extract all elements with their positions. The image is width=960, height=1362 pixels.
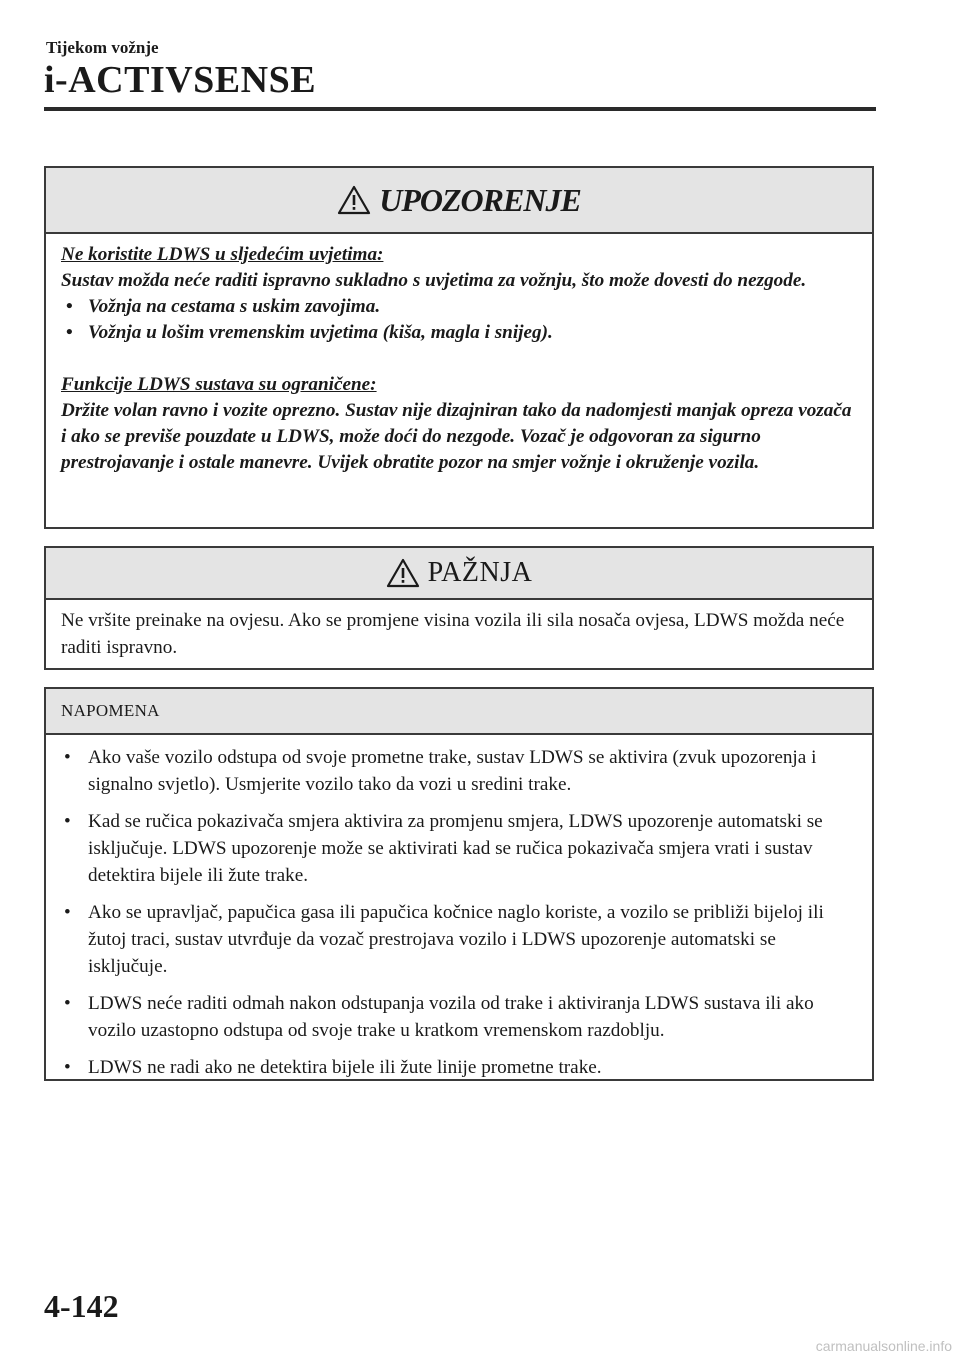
list-item: • Vožnja u lošim vremenskim uvjetima (kiša, magla i snijeg).	[61, 320, 858, 346]
caution-title: PAŽNJA	[427, 557, 533, 588]
caution-text: Ne vršite preinake na ovjesu. Ako se promjene visina vozila ili sila nosača ovjesa, LDWS možda neće raditi ispravno.	[61, 610, 845, 658]
spacer	[61, 346, 858, 372]
caution-box	[44, 546, 874, 670]
caution-header	[46, 548, 872, 600]
note-body	[46, 735, 872, 1081]
warning-title: UPOZORENJE	[379, 181, 581, 218]
warning-text-1: Sustav možda neće raditi ispravno sukladno s uvjetima za vožnju, što može dovesti do nezgode.	[61, 270, 807, 291]
page-number: 4-142	[44, 1288, 119, 1324]
warning-triangle-icon	[337, 185, 371, 215]
list-item: • Vožnja na cestama s uskim zavojima.	[61, 294, 858, 320]
warning-text-2: Držite volan ravno i vozite oprezno. Sustav nije dizajniran tako da nadomjesti manjak opreza vozača i ako se previše pouzdate u LDWS, može doći do nezgode. Vozač je odgovoran za sigurno prestrojavanje i ostale manevre. Uvijek obratite pozor na smjer vožnje i okruženje vozila.	[61, 400, 852, 473]
note-box	[44, 687, 874, 1081]
note-header	[46, 689, 872, 735]
list-item: • Kad se ručica pokazivača smjera aktivira za promjenu smjera, LDWS upozorenje automatski se isključuje. LDWS upozorenje može se aktivirati kad se ručica pokazivača smjera vrati i sustav detektira bijele ili žute trake.	[61, 808, 858, 889]
header-divider	[44, 107, 876, 111]
page-title: i-ACTIVSENSE	[44, 59, 317, 101]
list-item: • Ako vaše vozilo odstupa od svoje prometne trake, sustav LDWS se aktivira (zvuk upozorenja i signalno svjetlo). Usmjerite vozilo tako da vozi u sredini trake.	[61, 744, 858, 798]
warning-triangle-icon	[386, 558, 420, 588]
warning-box	[44, 166, 874, 529]
section-label: Tijekom vožnje	[46, 38, 159, 57]
warning-heading-2: Funkcije LDWS sustava su ograničene:	[61, 374, 377, 395]
note-list	[61, 744, 858, 1081]
warning-list	[61, 294, 858, 346]
warning-header	[46, 168, 872, 234]
list-item: • LDWS neće raditi odmah nakon odstupanja vozila od trake i aktiviranja LDWS sustava ili ako vozilo uzastopno odstupa od svoje trake u kratkom vremenskom razdoblju.	[61, 990, 858, 1044]
list-item: • Ako se upravljač, papučica gasa ili papučica kočnice naglo koriste, a vozilo se približi bijeloj ili žutoj traci, sustav utvrđuje da vozač prestrojava vozilo i LDWS upozorenje automatski se isključuje.	[61, 899, 858, 980]
warning-heading-1: Ne koristite LDWS u sljedećim uvjetima:	[61, 244, 384, 265]
warning-body	[46, 234, 872, 476]
list-item: • LDWS ne radi ako ne detektira bijele ili žute linije prometne trake.	[61, 1054, 858, 1081]
note-title: NAPOMENA	[61, 701, 160, 720]
watermark: carmanualsonline.info	[815, 1338, 952, 1354]
